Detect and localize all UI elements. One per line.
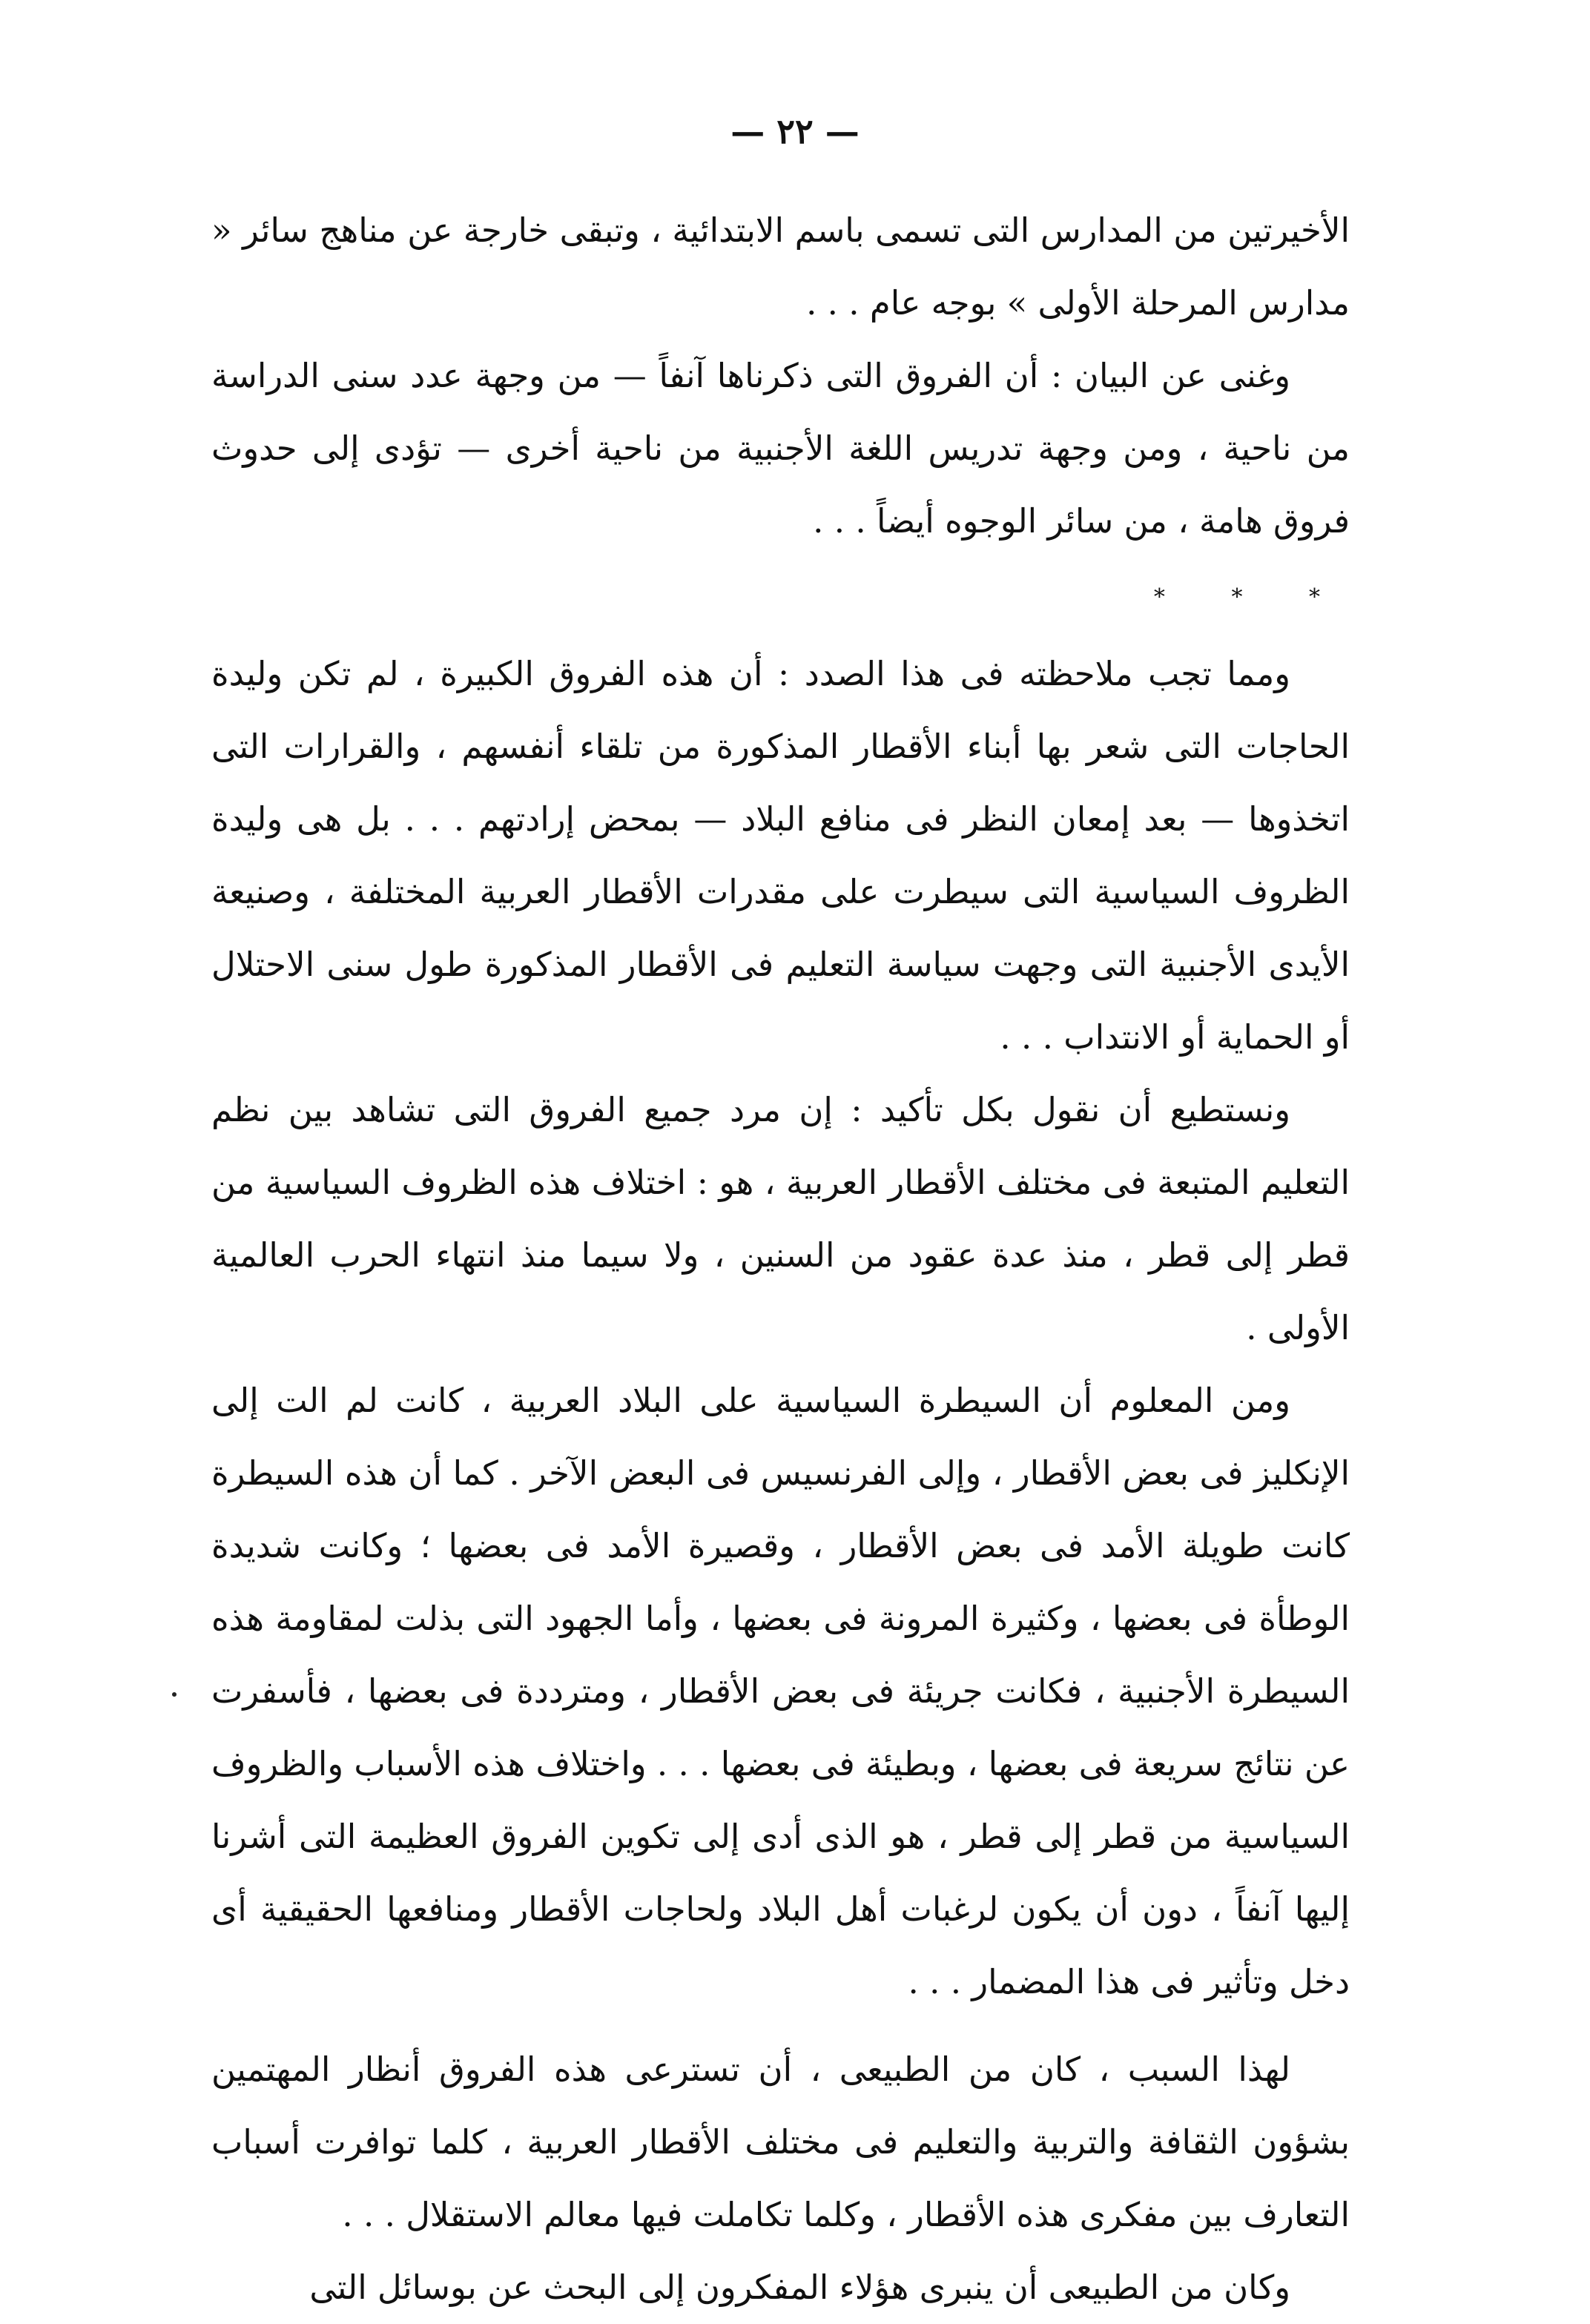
paragraph-5: ومن المعلوم أن السيطرة السياسية على البلاد العربية ، كانت لم الت إلى الإنكليز فى بعض الأقطار ، وإلى الفرنسيس فى البعض الآخر . كما أن هذه السيطرة كانت طويلة الأمد فى بعض الأقطار ، وقصيرة الأمد فى بعضها ؛ وكانت شديدة الوطأة فى بعضها ، وكثيرة المرونة فى بعضها ، وأما الجهود التى بذلت لمقاومة هذه السيطرة الأجنبية ، فكانت جريئة فى بعض الأقطار ، ومترددة فى بعضها ، فأسفرت عن نتائج سريعة فى بعضها ، وبطيئة فى بعضها . . . واختلاف هذه الأسباب والظروف السياسية من قطر إلى قطر ، هو الذى أدى إلى تكوين الفروق العظيمة التى أشرنا إليها آنفاً ، دون أن يكون لرغبات أهل البلاد ولحاجات الأقطار ومنافعها الحقيقية أى دخل وتأثير فى هذا المضمار . . . xyxy=(211,1381,1350,2001)
paragraph-4: ونستطيع أن نقول بكل تأكيد : إن مرد جميع الفروق التى تشاهد بين نظم التعليم المتبعة فى مختلف الأقطار العربية ، هو : اختلاف هذه الظروف السياسية من قطر إلى قطر ، منذ عدة عقود من السنين ، ولا سيما منذ انتهاء الحرب العالمية الأولى . xyxy=(211,1090,1350,1347)
paragraph-2: وغنى عن البيان : أن الفروق التى ذكرناها آنفاً — من وجهة عدد سنى الدراسة من ناحية ، ومن وجهة تدريس اللغة الأجنبية من ناحية أخرى — تؤدى إلى حدوث فروق هامة ، من سائر الوجوه أيضاً . . . xyxy=(211,356,1350,541)
paragraph-1: الأخيرتين من المدارس التى تسمى باسم الابتدائية ، وتبقى خارجة عن مناهج سائر « مدارس المرحلة الأولى » بوجه عام . . . xyxy=(211,211,1350,323)
margin-mark xyxy=(172,1692,177,1697)
paragraph-7: وكان من الطبيعى أن ينبرى هؤلاء المفكرون إلى البحث عن بوسائل التى xyxy=(309,2268,1290,2307)
section-separator: * * * xyxy=(1153,584,1350,610)
body-text xyxy=(211,194,1350,2324)
paragraph-3: ومما تجب ملاحظته فى هذا الصدد : أن هذه الفروق الكبيرة ، لم تكن وليدة الحاجات التى شعر بها أبناء الأقطار المذكورة من تلقاء أنفسهم ، والقرارات التى اتخذوها — بعد إمعان النظر فى منافع البلاد — بمحض إرادتهم . . . بل هى وليدة الظروف السياسية التى سيطرت على مقدرات الأقطار العربية المختلفة ، وصنيعة الأيدى الأجنبية التى وجهت سياسة التعليم فى الأقطار المذكورة طول سنى الاحتلال أو الحماية أو الانتداب . . . xyxy=(211,654,1350,1057)
paragraph-6: لهذا السبب ، كان من الطبيعى ، أن تسترعى هذه الفروق أنظار المهتمين بشؤون الثقافة والتربية والتعليم فى مختلف الأقطار العربية ، كلما توافرت أسباب التعارف بين مفكرى هذه الأقطار ، وكلما تكاملت فيها معالم الاستقلال . . . xyxy=(211,2050,1350,2234)
page-number: — ٢٢ — xyxy=(730,111,860,151)
paragraph-gap xyxy=(211,2018,1350,2033)
